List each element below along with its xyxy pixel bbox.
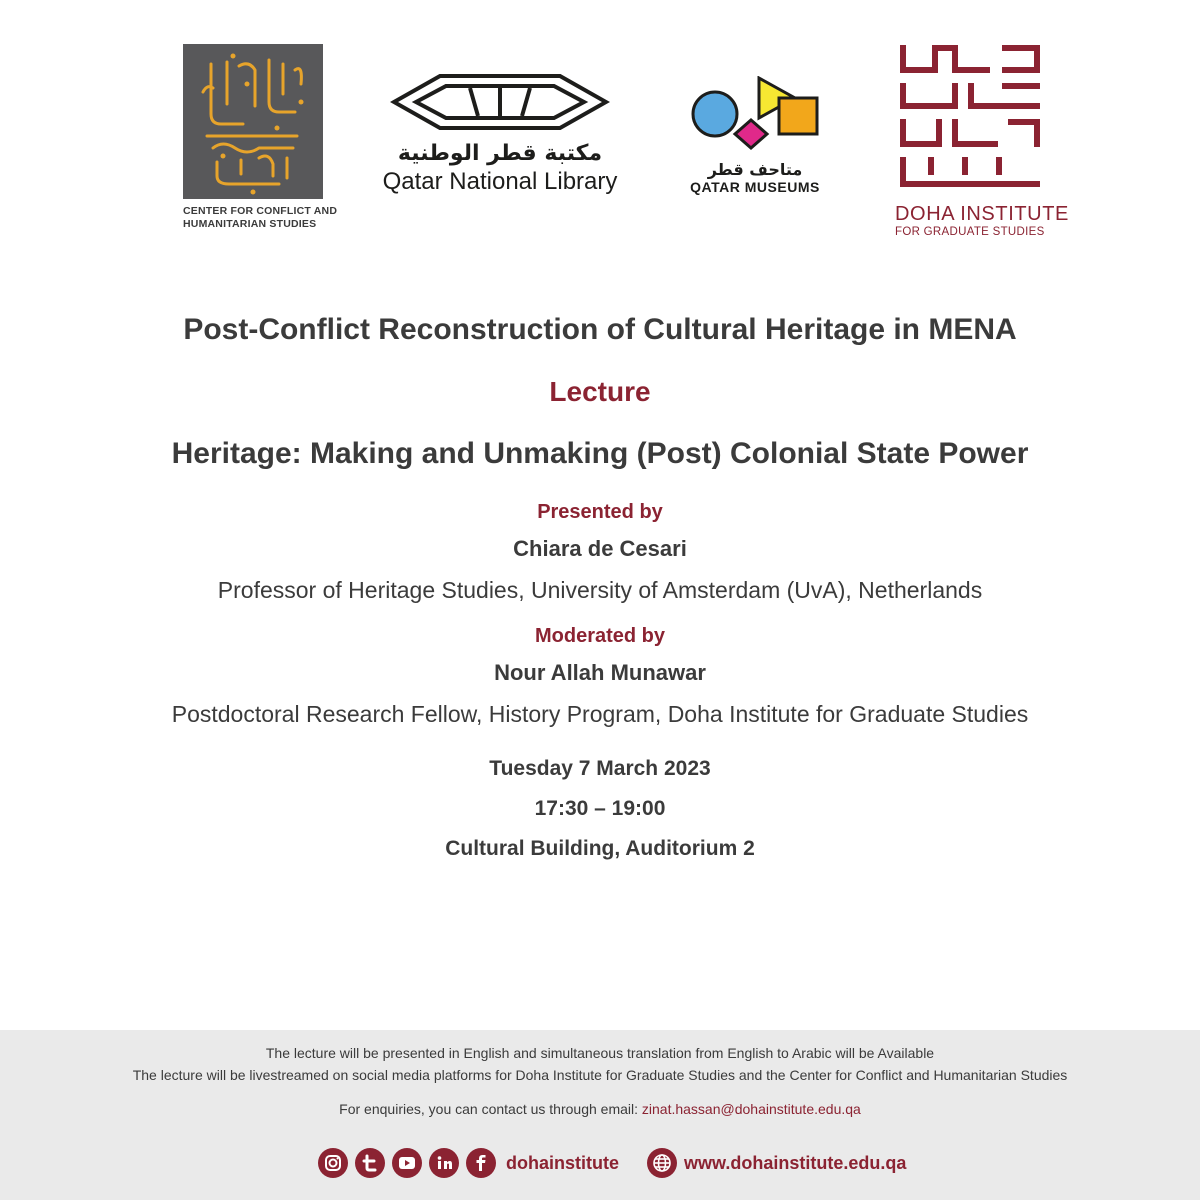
series-title: Post-Conflict Reconstruction of Cultural Heritage in MENA [183,313,1017,346]
instagram-icon[interactable] [318,1148,348,1178]
doha-calligraphy-logo [895,42,1045,192]
youtube-icon[interactable] [392,1148,422,1178]
qnl-logo [375,72,625,197]
qnl-english-name: Qatar National Library [382,168,618,195]
partner-logos [0,0,1200,260]
moderated-by-label: Moderated by [534,625,666,647]
enquiry-text: For enquiries, you can contact us through email: [339,1101,642,1117]
translation-note: The lecture will be presented in English and simultaneous translation from English to Arabic will be Available [265,1045,935,1061]
globe-icon [647,1148,677,1178]
enquiry-line [0,1098,1200,1120]
livestream-note: The lecture will be livestreamed on social media platforms for Doha Institute for Graduate Studies and the Center for Conflict and Humanitarian Studies [132,1067,1068,1083]
qnl-arabic-name: مكتبة قطر الوطنية [397,141,603,166]
presenter-affiliation: Professor of Heritage Studies, University of Amsterdam (UvA), Netherlands [217,577,983,603]
cchs-caption-line1: CENTER FOR CONFLICT AND [183,205,338,217]
linkedin-icon[interactable] [429,1148,459,1178]
twitter-icon[interactable] [355,1148,385,1178]
moderator-name: Nour Allah Munawar [494,660,706,685]
presented-by-label: Presented by [537,501,663,523]
contact-email-link[interactable]: zinat.hassan@dohainstitute.edu.qa [641,1101,861,1117]
cchs-caption [183,205,338,231]
doha-logo-line2: FOR GRADUATE STUDIES [895,226,1045,238]
event-date: Tuesday 7 March 2023 [489,757,711,780]
event-time: 17:30 – 19:00 [534,797,666,820]
event-type: Lecture [549,376,651,407]
qnl-book-icon [390,72,610,132]
social-bar [0,1148,1200,1180]
qm-english-name: QATAR MUSEUMS [690,179,820,195]
lecture-title: Heritage: Making and Unmaking (Post) Colonial State Power [171,437,1029,470]
qatar-museums-logo [685,76,825,195]
footer [0,1030,1200,1200]
doha-institute-logo [895,42,1069,239]
cchs-calligraphy-logo [183,44,323,199]
cchs-caption-line2: HUMANITARIAN STUDIES [183,218,317,230]
cchs-logo [183,44,338,231]
qm-arabic-name: متاحف قطر [707,160,803,179]
website-link[interactable]: www.dohainstitute.edu.qa [684,1153,907,1173]
doha-logo-line1: DOHA INSTITUTE [895,203,1069,225]
qm-shapes-icon [685,76,825,156]
moderator-affiliation: Postdoctoral Research Fellow, History Program, Doha Institute for Graduate Studies [171,701,1029,727]
presenter-name: Chiara de Cesari [513,536,687,561]
social-handle[interactable]: dohainstitute [506,1153,619,1173]
event-details [0,300,1200,864]
facebook-icon[interactable] [466,1148,496,1178]
event-venue: Cultural Building, Auditorium 2 [445,837,755,860]
